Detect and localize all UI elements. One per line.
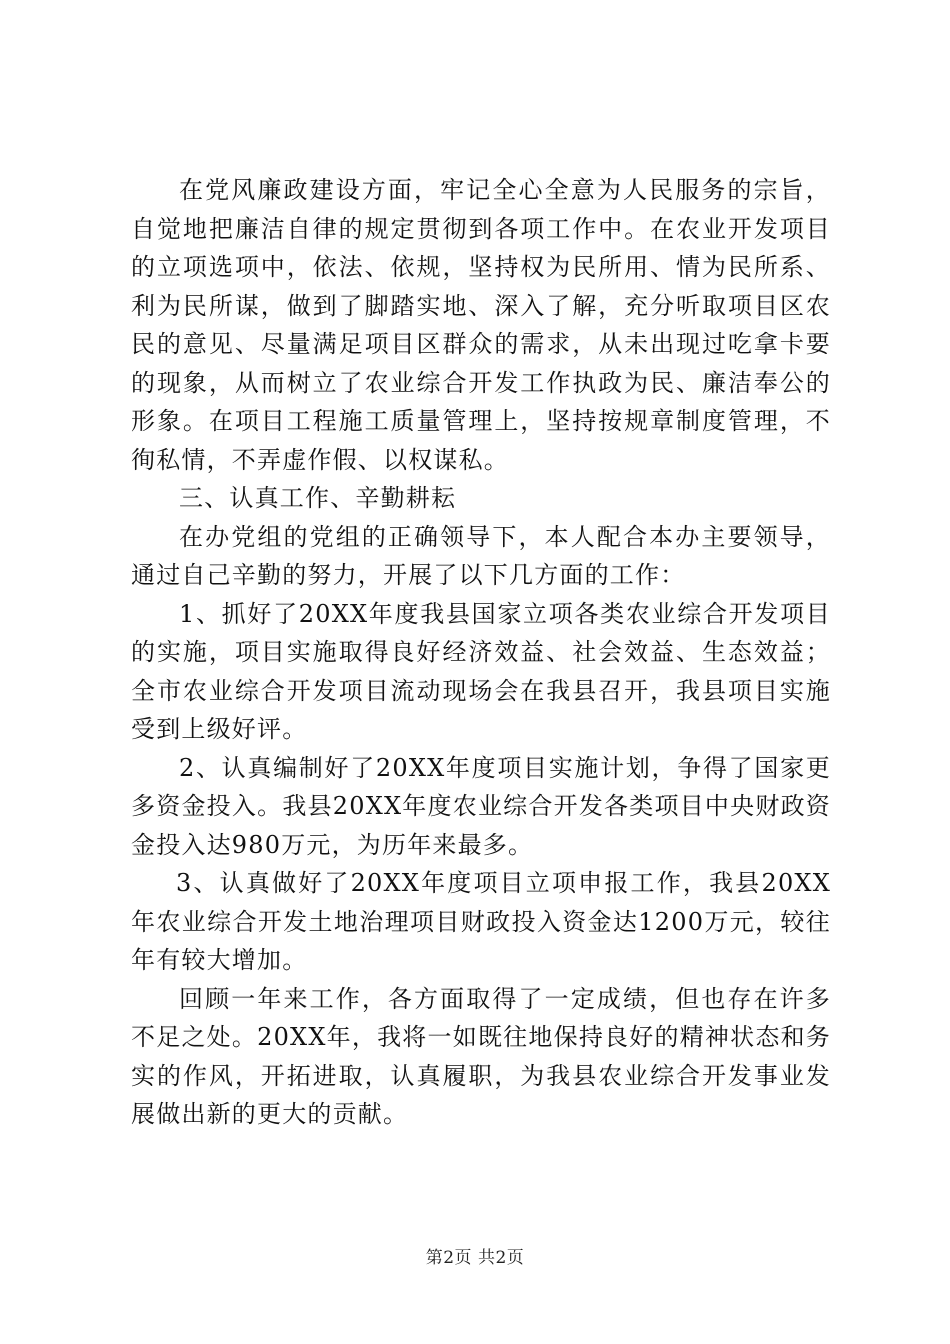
- paragraph-item-1: 1、抓好了20XX年度我县国家立项各类农业综合开发项目的实施，项目实施取得良好经济效益、社会效益、生态效益；全市农业综合开发项目流动现场会在我县召开，我县项目实施受到上级好评。: [131, 599, 831, 743]
- paragraph-work-intro: 在办党组的党组的正确领导下，本人配合本办主要领导，通过自己辛勤的努力，开展了以下几方面的工作：: [131, 522, 831, 589]
- paragraph-review: 回顾一年来工作，各方面取得了一定成绩，但也存在许多不足之处。20XX年，我将一如既往地保持良好的精神状态和务实的作风，开拓进取，认真履职，为我县农业综合开发事业发展做出新的更大的贡献。: [131, 984, 831, 1128]
- paragraph-item-3: 3、认真做好了20XX年度项目立项申报工作，我县20XX年农业综合开发土地治理项目财政投入资金达1200万元，较往年有较大增加。: [131, 869, 831, 974]
- page-number-footer: 第2页 共2页: [425, 1248, 525, 1268]
- document-body: [131, 171, 831, 1134]
- paragraph-integrity: 在党风廉政建设方面，牢记全心全意为人民服务的宗旨，自觉地把廉洁自律的规定贯彻到各项工作中。在农业开发项目的立项选项中，依法、依规，坚持权为民所用、情为民所系、利为民所谋，做到了脚踏实地、深入了解，充分听取项目区农民的意见、尽量满足项目区群众的需求，从未出现过吃拿卡要的现象，从而树立了农业综合开发工作执政为民、廉洁奉公的形象。在项目工程施工质量管理上，坚持按规章制度管理，不徇私情，不弄虚作假、以权谋私。: [131, 176, 831, 474]
- section-heading-work: 三、认真工作、辛勤耕耘: [179, 484, 457, 512]
- paragraph-item-2: 2、认真编制好了20XX年度项目实施计划，争得了国家更多资金投入。我县20XX年度农业综合开发各类项目中央财政资金投入达980万元，为历年来最多。: [131, 753, 831, 859]
